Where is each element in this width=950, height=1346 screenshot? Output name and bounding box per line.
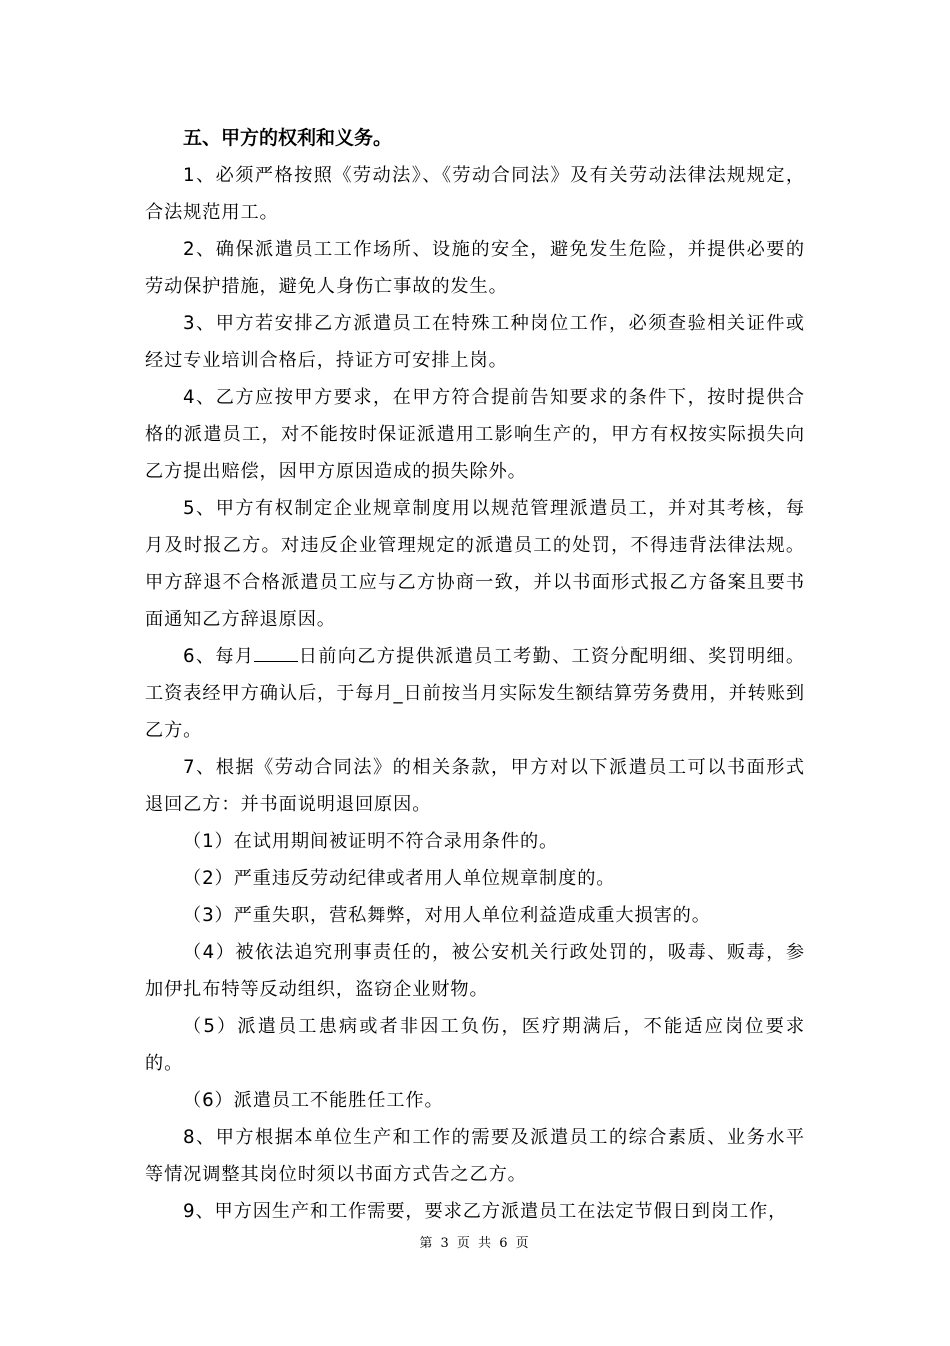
clause-6-before: 6、每月 bbox=[183, 646, 255, 667]
section-heading: 五、甲方的权利和义务。 bbox=[183, 127, 393, 149]
clause-9: 9、甲方因生产和工作需要，要求乙方派遣员工在法定节假日到岗工作， bbox=[183, 1201, 788, 1222]
subclause-2: （2）严重违反劳动纪律或者用人单位规章制度的。 bbox=[183, 868, 616, 889]
page-footer: 第 3 页 共 6 页 bbox=[419, 1236, 531, 1251]
clause-3: 3、甲方若安排乙方派遣员工在特殊工种岗位工作，必须查验相关证件或经过专业培训合格后，持证方可安排上岗。 bbox=[145, 313, 805, 371]
clause-5: 5、甲方有权制定企业规章制度用以规范管理派遣员工，并对其考核，每月及时报乙方。对违反企业管理规定的派遣员工的处罚，不得违背法律法规。甲方辞退不合格派遣员工应与乙方协商一致，并以书面形式报乙方备案且要书面通知乙方辞退原因。 bbox=[145, 498, 805, 630]
clause-6-after: 日前向乙方提供派遣员工考勤、工资分配明细、奖罚明细。工资表经甲方确认后，于每月_日前按当月实际发生额结算劳务费用，并转账到乙方。 bbox=[145, 646, 806, 741]
clause-8: 8、甲方根据本单位生产和工作的需要及派遣员工的综合素质、业务水平等情况调整其岗位时须以书面方式告之乙方。 bbox=[145, 1127, 805, 1185]
subclause-1: （1）在试用期间被证明不符合录用条件的。 bbox=[183, 831, 559, 852]
clause-2: 2、确保派遣员工工作场所、设施的安全，避免发生危险，并提供必要的劳动保护措施，避免人身伤亡事故的发生。 bbox=[145, 239, 805, 297]
clause-6 bbox=[145, 638, 805, 749]
clause-7: 7、根据《劳动合同法》的相关条款，甲方对以下派遣员工可以书面形式退回乙方：并书面说明退回原因。 bbox=[145, 757, 805, 815]
subclause-4: （4）被依法追究刑事责任的，被公安机关行政处罚的，吸毒、贩毒，参加伊扎布特等反动组织，盗窃企业财物。 bbox=[145, 942, 805, 1000]
subclause-5: （5）派遣员工患病或者非因工负伤，医疗期满后，不能适应岗位要求的。 bbox=[145, 1016, 805, 1074]
document-page bbox=[145, 120, 805, 1230]
subclause-3: （3）严重失职，营私舞弊，对用人单位利益造成重大损害的。 bbox=[183, 905, 711, 926]
fill-in-blank bbox=[254, 645, 298, 662]
clause-1: 1、必须严格按照《劳动法》、《劳动合同法》及有关劳动法律法规规定，合法规范用工。 bbox=[145, 165, 805, 223]
subclause-6: （6）派遣员工不能胜任工作。 bbox=[183, 1090, 444, 1111]
clause-4: 4、乙方应按甲方要求，在甲方符合提前告知要求的条件下，按时提供合格的派遣员工，对不能按时保证派遣用工影响生产的，甲方有权按实际损失向乙方提出赔偿，因甲方原因造成的损失除外。 bbox=[145, 387, 805, 482]
